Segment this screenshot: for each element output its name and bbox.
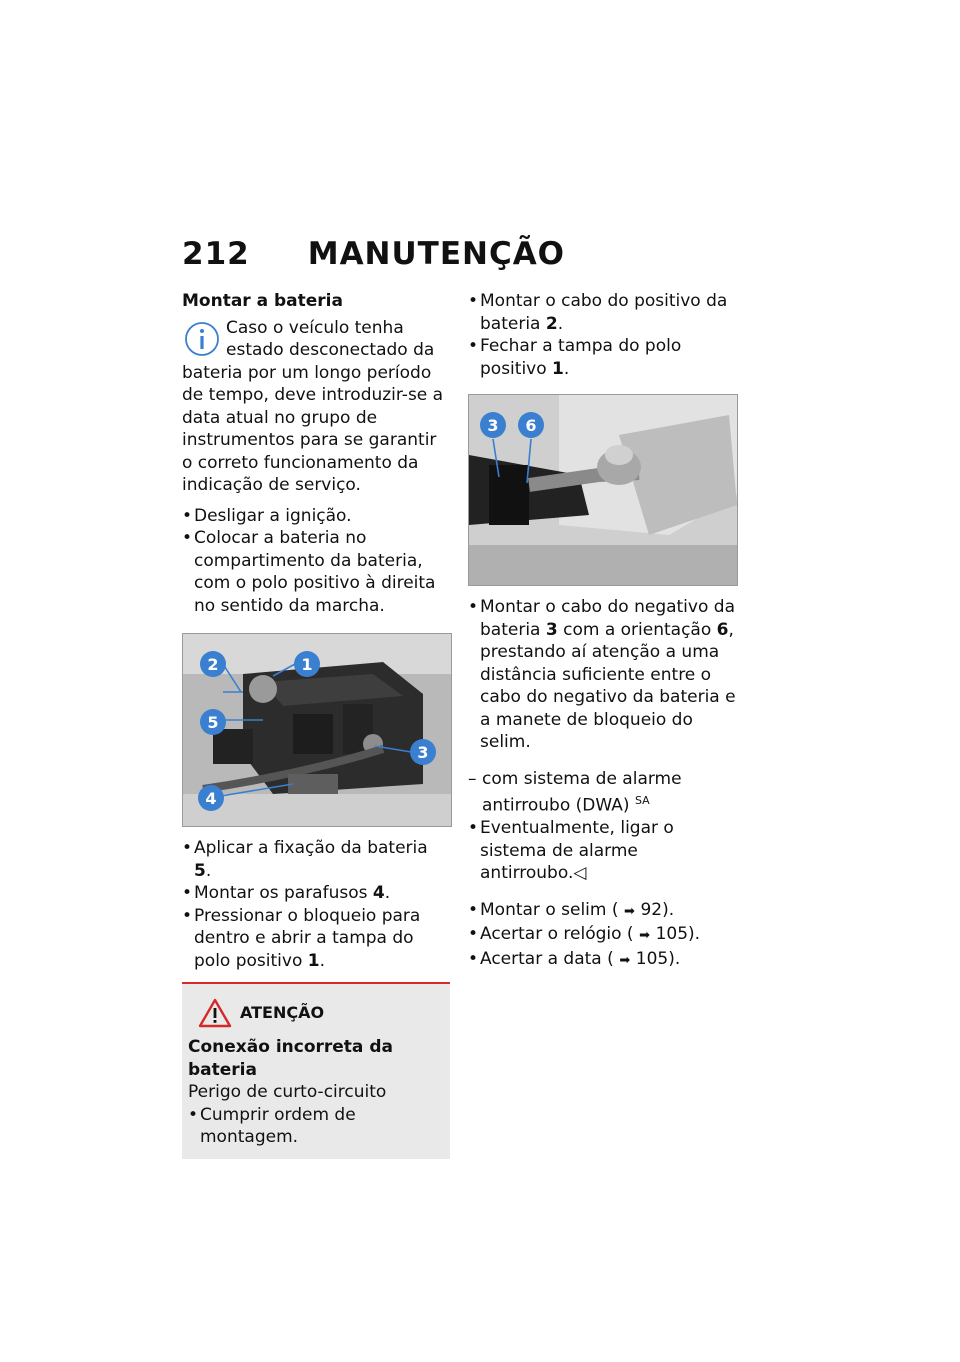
svg-text:3: 3 (417, 743, 429, 762)
steps-list-right-c (468, 899, 738, 973)
condition-item: – com sistema de alarme antirroubo (DWA) $^{SA}$ (468, 768, 738, 818)
svg-text:4: 4 (205, 789, 217, 808)
svg-text:3: 3 (487, 416, 499, 435)
callout-1 (294, 651, 320, 677)
list-item: • Montar os parafusos 4. (182, 882, 450, 905)
svg-text:6: 6 (525, 416, 537, 435)
steps-list-right-a (468, 290, 738, 380)
step-negative (468, 596, 738, 754)
page-ref-arrow-icon: ➡ (624, 903, 635, 919)
right-column (468, 290, 738, 982)
callout-5 (200, 709, 226, 735)
info-icon (182, 317, 222, 361)
page-ref-arrow-icon: ➡ (639, 928, 651, 944)
callout-6 (518, 412, 544, 438)
note-text: Caso o veículo tenha estado desconectado da bateria por um longo período de tempo, deve introduzir-se a data atual no grupo de instrumentos para se garantir o correto funcionamento da indicação de serviço. (182, 317, 444, 495)
steps-list-a (182, 505, 450, 618)
list-item: • Montar o cabo do positivo da bateria 2. (468, 290, 738, 335)
list-item: • Montar o selim ( ➡ 92). (468, 899, 738, 924)
list-item: • Aplicar a fixação da bateria 5. (182, 837, 450, 882)
step-alarm (468, 817, 738, 885)
steps-list-b (182, 837, 450, 972)
info-note (182, 317, 450, 497)
callout-2 (200, 651, 226, 677)
battery-photo-2 (468, 394, 738, 586)
warning-bullet: • Cumprir ordem de montagem. (188, 1104, 444, 1149)
list-item: • Fechar a tampa do polo positivo 1. (468, 335, 738, 380)
list-item: • Desligar a ignição. (182, 505, 450, 528)
list-item: • Acertar a data ( ➡ 105). (468, 948, 738, 973)
callout-3 (480, 412, 506, 438)
page-ref-link[interactable]: 92 (640, 899, 663, 920)
page-ref-link[interactable]: 105 (635, 948, 669, 969)
warning-triangle-icon (198, 998, 232, 1028)
warning-title: ATENÇÃO (240, 1002, 325, 1022)
page-header (182, 236, 565, 272)
battery-photo-1 (182, 633, 452, 827)
warning-subtitle: Conexão incorreta da bateria (188, 1037, 393, 1080)
warning-box (182, 982, 450, 1159)
callout-3 (410, 739, 436, 765)
callout-4 (198, 785, 224, 811)
list-item: • Eventualmente, ligar o sistema de alarme antirroubo.◁ (468, 817, 738, 885)
chapter-title: MANUTENÇÃO (307, 236, 566, 272)
list-item: • Pressionar o bloqueio para dentro e abrir a tampa do polo positivo 1. (182, 905, 450, 973)
left-column (182, 290, 450, 1159)
page-number: 212 (182, 236, 250, 272)
list-item: • Acertar o relógio ( ➡ 105). (468, 923, 738, 948)
svg-text:1: 1 (301, 655, 313, 674)
warning-text: Perigo de curto-circuito (188, 1082, 387, 1102)
svg-text:5: 5 (207, 713, 219, 732)
section-title: Montar a bateria (182, 291, 343, 311)
list-item: • Montar o cabo do negativo da bateria 3 com a orientação 6, prestando aí atenção a uma distância suficiente entre o cabo do negativo da bateria e a manete de bloqueio do selim. (468, 596, 738, 754)
svg-text:2: 2 (207, 655, 219, 674)
page-ref-link[interactable]: 105 (655, 924, 689, 945)
page-ref-arrow-icon: ➡ (619, 952, 631, 968)
list-item: • Colocar a bateria no compartimento da bateria, com o polo positivo à direita no sentido da marcha. (182, 527, 450, 617)
